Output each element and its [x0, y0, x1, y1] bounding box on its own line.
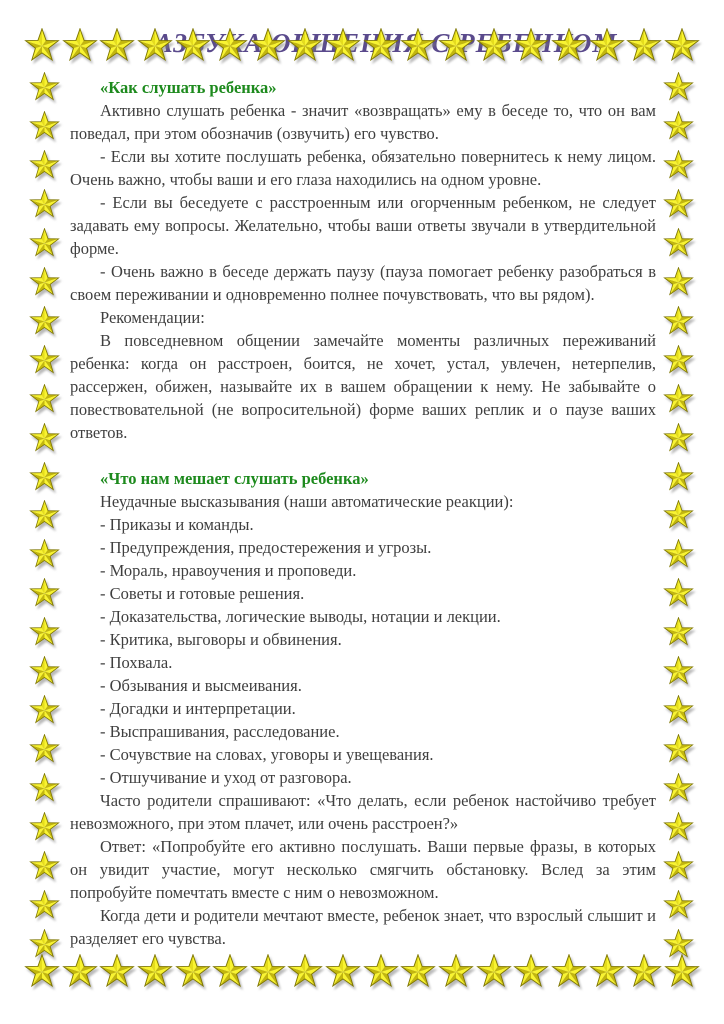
star-icon: [663, 72, 694, 103]
star-icon: [29, 656, 60, 687]
star-icon: [29, 267, 60, 298]
star-icon: [663, 695, 694, 726]
star-icon: [29, 734, 60, 765]
star-border-right: [663, 72, 694, 960]
star-icon: [325, 28, 361, 64]
star-icon: [438, 954, 474, 990]
star-icon: [664, 28, 700, 64]
star-icon: [29, 500, 60, 531]
star-icon: [626, 954, 662, 990]
star-icon: [476, 954, 512, 990]
star-icon: [29, 578, 60, 609]
star-icon: [589, 954, 625, 990]
star-icon: [663, 539, 694, 570]
star-icon: [663, 384, 694, 415]
paragraph: - Если вы хотите послушать ребенка, обязательно повернитесь к нему лицом. Очень важно, чтобы ваши и его глаза находились на одном уровне.: [70, 147, 656, 189]
star-icon: [551, 28, 587, 64]
paragraph: Часто родители спрашивают: «Что делать, если ребенок настойчиво требует невозможного, при этом плачет, или очень расстроен?»: [70, 791, 656, 833]
star-icon: [513, 28, 549, 64]
star-icon: [99, 954, 135, 990]
star-border-top: [24, 28, 700, 64]
star-icon: [24, 954, 60, 990]
star-icon: [175, 28, 211, 64]
star-icon: [626, 28, 662, 64]
star-icon: [29, 384, 60, 415]
star-icon: [663, 851, 694, 882]
star-icon: [663, 462, 694, 493]
paragraph: - Предупреждения, предостережения и угрозы.: [100, 538, 432, 557]
star-icon: [663, 423, 694, 454]
star-icon: [663, 500, 694, 531]
star-icon: [29, 462, 60, 493]
star-icon: [99, 28, 135, 64]
paragraph: - Доказательства, логические выводы, нотации и лекции.: [100, 607, 501, 626]
star-icon: [24, 28, 60, 64]
star-icon: [513, 954, 549, 990]
paragraph: Неудачные высказывания (наши автоматические реакции):: [100, 492, 514, 511]
star-icon: [663, 890, 694, 921]
star-icon: [287, 954, 323, 990]
paragraph: Рекомендации:: [100, 308, 205, 327]
star-icon: [287, 28, 323, 64]
paragraph: - Выспрашивания, расследование.: [100, 722, 340, 741]
star-icon: [29, 189, 60, 220]
star-icon: [29, 228, 60, 259]
star-icon: [664, 954, 700, 990]
section-heading: «Что нам мешает слушать ребенка»: [100, 469, 369, 488]
star-icon: [62, 954, 98, 990]
paragraph: - Советы и готовые решения.: [100, 584, 305, 603]
star-icon: [663, 734, 694, 765]
paragraph: В повседневном общении замечайте моменты различных переживаний ребенка: когда он расстроен, боится, не хочет, устал, увлечен, нетерпелив, рассержен, обижен, называйте их в вашем обращении к нему. Не забывайте о повествовательной (не вопросительной) форме ваших реплик и о паузе ваших ответов.: [70, 331, 656, 442]
star-icon: [663, 111, 694, 142]
star-icon: [663, 189, 694, 220]
paragraph: - Догадки и интерпретации.: [100, 699, 296, 718]
star-icon: [325, 954, 361, 990]
paragraph: - Приказы и команды.: [100, 515, 254, 534]
document-content: [70, 76, 656, 950]
star-icon: [663, 656, 694, 687]
star-icon: [663, 812, 694, 843]
star-icon: [438, 28, 474, 64]
star-icon: [663, 773, 694, 804]
star-icon: [363, 954, 399, 990]
star-icon: [250, 28, 286, 64]
star-icon: [663, 345, 694, 376]
paragraph: - Похвала.: [100, 653, 173, 672]
star-icon: [29, 423, 60, 454]
star-icon: [212, 954, 248, 990]
star-icon: [476, 28, 512, 64]
star-icon: [29, 695, 60, 726]
star-icon: [589, 28, 625, 64]
star-icon: [363, 28, 399, 64]
star-icon: [29, 539, 60, 570]
star-icon: [175, 954, 211, 990]
star-icon: [137, 954, 173, 990]
star-icon: [663, 306, 694, 337]
paragraph: Активно слушать ребенка - значит «возвращать» ему в беседе то, что он вам поведал, при этом обозначив (озвучить) его чувство.: [70, 101, 656, 143]
paragraph: - Мораль, нравоучения и проповеди.: [100, 561, 357, 580]
star-icon: [400, 28, 436, 64]
star-icon: [62, 28, 98, 64]
star-icon: [551, 954, 587, 990]
star-icon: [29, 812, 60, 843]
star-icon: [29, 306, 60, 337]
star-icon: [663, 617, 694, 648]
star-icon: [29, 890, 60, 921]
paragraph: - Критика, выговоры и обвинения.: [100, 630, 342, 649]
star-icon: [29, 111, 60, 142]
paragraph: - Обзывания и высмеивания.: [100, 676, 302, 695]
star-border-bottom: [24, 954, 700, 990]
paragraph: - Отшучивание и уход от разговора.: [100, 768, 352, 787]
paragraph: - Если вы беседуете с расстроенным или огорченным ребенком, не следует задавать ему вопросы. Желательно, чтобы ваши ответы звучали в утвердительной форме.: [70, 193, 656, 258]
paragraph: Когда дети и родители мечтают вместе, ребенок знает, что взрослый слышит и разделяет его чувства.: [70, 906, 656, 948]
star-icon: [29, 150, 60, 181]
section-heading: «Как слушать ребенка»: [100, 78, 277, 97]
star-icon: [663, 267, 694, 298]
star-icon: [29, 617, 60, 648]
paragraph: Ответ: «Попробуйте его активно послушать. Ваши первые фразы, в которых он увидит участие, могут несколько смягчить обстановку. Вслед за этим попробуйте помечтать вместе с ним о невозможном.: [70, 837, 656, 902]
star-icon: [663, 578, 694, 609]
page-title: АЗБУКА С: [154, 28, 451, 58]
star-border-left: [29, 72, 60, 960]
paragraph: - Сочувствие на словах, уговоры и увещевания.: [100, 745, 434, 764]
star-icon: [663, 150, 694, 181]
star-icon: [29, 773, 60, 804]
star-icon: [663, 228, 694, 259]
star-icon: [29, 851, 60, 882]
star-icon: [29, 72, 60, 103]
paragraph: - Очень важно в беседе держать паузу (пауза помогает ребенку разобраться в своем переживании и одновременно полнее почувствовать, что вы рядом).: [70, 262, 656, 304]
star-icon: [29, 345, 60, 376]
star-icon: [400, 954, 436, 990]
star-icon: [250, 954, 286, 990]
star-icon: [212, 28, 248, 64]
star-icon: [137, 28, 173, 64]
